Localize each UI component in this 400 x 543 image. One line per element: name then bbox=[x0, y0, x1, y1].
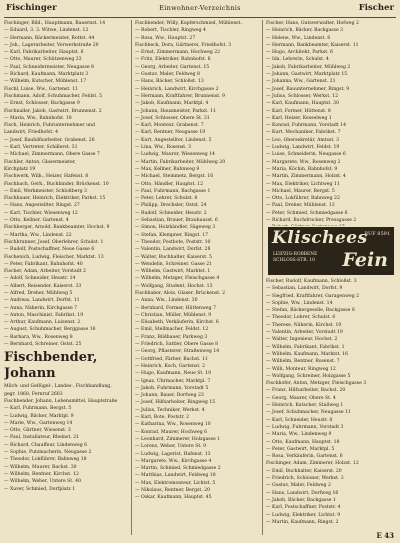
directory-entry: — Anna, Näherin, Kirchgasse 7 bbox=[4, 305, 78, 311]
directory-entry: — Heinrich, Bäcker, Backgasse 3 bbox=[266, 28, 344, 34]
directory-entry: — Karl, Rentner, Neugasse 19 bbox=[135, 130, 206, 136]
directory-entry: gegr. 1868, Fernruf 2603 bbox=[4, 391, 63, 397]
directory-entry: Fischler, Anton, Glasermeister, bbox=[4, 159, 76, 165]
directory-entry: — Ludwig, Bäcker, Marktpl. 9 bbox=[4, 413, 74, 419]
directory-entry: — Helene, Ww., Lindenst. 8 bbox=[266, 35, 331, 41]
directory-entry: — Leonhard, Zimmerer, Holzgasse 1 bbox=[135, 436, 221, 442]
directory-entry: — Martin, Zimmermann, Holzst. 4 bbox=[266, 174, 346, 180]
directory-entry: — Ludwig, Fuhrmann, Vorstadt 3 bbox=[266, 424, 344, 430]
directory-entry: — Bernhard, Former, Hüttenweg 7 bbox=[135, 305, 216, 311]
directory-entry: — Hans, Landwirt, Dorfweg 16 bbox=[266, 490, 339, 496]
directory-entry: — Martha, Ww., Lindenst. 22 bbox=[4, 232, 72, 238]
directory-entry: — Ida, Lehrerin, Schulst. 4 bbox=[266, 57, 329, 63]
directory-entry: — Johann, Gastwirt, Marktplatz 15 bbox=[266, 72, 348, 78]
directory-entry: — Paul, Schneidermeister, Neugasse 8 bbox=[4, 64, 94, 70]
directory-entry: — Josef, Bauhilfsarbeiter, Grabenst. 26 bbox=[4, 137, 95, 143]
directory-entry: — Maria, Köchin, Bahnhofst. 9 bbox=[266, 166, 338, 172]
column-divider bbox=[131, 20, 132, 535]
directory-entry: Fischl, Luise, Ww., Gartenst. 11 bbox=[4, 86, 78, 92]
directory-entry: — Margarete, Ww., Rosenweg 2 bbox=[266, 159, 341, 165]
directory-entry: Fischbender, Willy, Kupferschmied, Mühlenst. bbox=[135, 21, 242, 26]
directory-entry: — Sophie, Putzmacherin, Neugasse 2 bbox=[4, 450, 92, 456]
directory-entry: — Willi, Monteur, Ringweg 12 bbox=[266, 366, 336, 372]
directory-entry: — Alfred, Dreher, Mühlweg 5 bbox=[4, 290, 73, 296]
directory-entry: — Johann, Hausmeister, Parkst. 11 bbox=[135, 108, 216, 114]
directory-entry: — Georg, Maurer, Obere St. 4 bbox=[266, 395, 336, 401]
directory-entry: — Josef, Schuhmacher, Neugasse 11 bbox=[266, 410, 351, 416]
directory-entry: Fischnaller, Jakob, Gastwirt, Brunnenst. 2 bbox=[4, 108, 102, 114]
directory-entry: Fischberger, Arnold, Bankbeamter, Hochst. 9 bbox=[4, 225, 110, 231]
advert-address: LEIPZIG-ROBBENE SCHLOSS-STR. 10 bbox=[273, 252, 318, 263]
directory-entry: — Michael, Steinmetz, Bergst. 16 bbox=[135, 174, 214, 180]
directory-entry: — Heinrich, Koch, Gartenst. 2 bbox=[135, 363, 206, 369]
directory-entry: — Jakob, Fuhrmann, Vorstadt 5 bbox=[135, 385, 209, 391]
column-3 bbox=[266, 20, 396, 535]
directory-entry: — Hermann, Bankbeamter, Kaiserst. 11 bbox=[266, 42, 359, 48]
directory-entry: — Max, Kellner, Bahnweg 9 bbox=[135, 166, 200, 172]
directory-entry: — Emil, Stellmacher, Feldst. 12 bbox=[135, 327, 209, 333]
directory-entry: Kirchplatz 19 bbox=[4, 166, 36, 172]
directory-entry: — Valentin, Landwirt, Dorfst. 28 bbox=[135, 247, 211, 253]
directory-entry: — Peter, Gastwirt, Marktpl. 5 bbox=[266, 446, 335, 452]
directory-entry: — Peter, Schmied, Schmiedgasse 6 bbox=[266, 210, 348, 216]
directory-entry: — Paul, Installateur, Rheinst. 21 bbox=[4, 435, 80, 441]
page-header bbox=[6, 3, 394, 17]
directory-entry: — Rosa, Verkäuferin, Gartenst. 6 bbox=[266, 454, 343, 460]
directory-entry: — Jakob, Kaufmann, Marktpl. 4 bbox=[135, 101, 209, 107]
directory-entry: — Walter, Ingenieur, Hochst. 2 bbox=[266, 337, 338, 343]
directory-entry: — Peter, Lehrer, Schulst. 8 bbox=[135, 196, 198, 202]
directory-entry: — Josef, Bauunternehmer, Ringst. 9 bbox=[266, 86, 350, 92]
directory-entry: Fischbrunner, Josef, Oberlehrer, Schulst. 1 bbox=[4, 239, 104, 245]
directory-entry: — Otto, Kellner, Gartenst. 4 bbox=[4, 218, 69, 224]
page-number: E 43 bbox=[376, 531, 394, 540]
directory-entry: — Georg, Arbeiter, Gartenst. 15 bbox=[135, 64, 210, 70]
directory-entry: Fischbach, Gerh., Buchbinder, Brückenst. 10 bbox=[4, 181, 109, 187]
directory-entry: — Leo, Obersekretär, Amtsst. 3 bbox=[266, 137, 340, 143]
directory-entry: — Wilhelm, Rentner, Rosenst. 7 bbox=[266, 359, 340, 365]
directory-entry: — Ignaz, Uhrmacher, Marktpl. 7 bbox=[135, 378, 211, 384]
directory-entry: — Eduard, 3. 3. Witwe, Lindenst. 12 bbox=[4, 28, 89, 34]
directory-entry: — Walter, Buchhalter, Kaiserst. 5 bbox=[135, 254, 212, 260]
directory-entry: Fischinger, Adam, Zimmerer, Holzst. 12 bbox=[266, 461, 359, 467]
directory-entry: — Martin, Schmied, Schmiedgasse 2 bbox=[135, 466, 221, 472]
advert-phone: RUF 8591 bbox=[364, 231, 390, 237]
directory-entry: Landwirt, Friedhofst. 4 bbox=[4, 130, 59, 136]
header-left-keyword: Fischinger bbox=[6, 3, 57, 13]
klischees-advert bbox=[268, 227, 394, 275]
directory-entry: — Martin, Kaufmann, Ringst. 2 bbox=[266, 519, 339, 525]
directory-entry: — Kurt, Mechaniker, Fabrikst. 7 bbox=[266, 130, 341, 136]
directory-entry: — Ludwig, Elektriker, Lichtst. 9 bbox=[266, 512, 341, 518]
directory-entry: — Otto, Händler, Hauptst. 12 bbox=[135, 181, 204, 187]
directory-entry: — Michael, Maurer, Bergst. 5 bbox=[266, 188, 335, 194]
directory-entry: — Anton, Maschinist, Fabrikst. 19 bbox=[4, 312, 84, 318]
directory-entry: — Karl, Tischler, Wiesenweg 12 bbox=[4, 210, 78, 216]
directory-entry: Fischer, Rudolf, Kaufmann, Schloßst. 3 bbox=[266, 279, 357, 284]
directory-entry: — Oskar, Kaufmann, Hauptst. 45 bbox=[135, 495, 212, 501]
directory-entry: — Hermann, Kraftfahrer, Brunnenst. 9 bbox=[135, 93, 225, 99]
directory-entry: — Emil, Buchhalter, Kaiserst. 20 bbox=[266, 468, 342, 474]
directory-entry: — Josef, Hilfsarbeiter, Ringweg 15 bbox=[135, 400, 216, 406]
directory-entry: — Wilhelm, Metzger, Fleischgasse 4 bbox=[135, 276, 220, 282]
directory-entry: — Paul, Fuhrmann, Bachgasse 1 bbox=[135, 188, 211, 194]
directory-entry: — Bernhard, Schreiner, Ostst. 25 bbox=[4, 342, 82, 348]
directory-entry: — Stefan, Bäckergeselle, Backgasse 8 bbox=[266, 308, 355, 314]
directory-entry: — Albert, Reisender, Kaiserst. 33 bbox=[4, 283, 82, 289]
directory-entry: — Rudolf, Postschaffner, Neue Gasse 6 bbox=[4, 247, 95, 253]
directory-entry: — Gustav, Maler, Feldweg 8 bbox=[135, 72, 200, 78]
column-1-entries-after bbox=[4, 383, 128, 492]
column-2-entries bbox=[135, 20, 259, 502]
directory-entry: — Peter, Fabrikant, Bahnhofst. 40 bbox=[4, 261, 83, 267]
directory-entry: — Fritz, Elektriker, Bahnhofst. 6 bbox=[135, 57, 211, 63]
directory-entry: — Otto, Kaufmann, Hauptst. 18 bbox=[266, 439, 340, 445]
column-1 bbox=[4, 20, 128, 535]
directory-entry: — Konrad, Fuhrmann, Vorstadt 14 bbox=[266, 123, 347, 129]
directory-entry: — Karl, Fabrikarbeiter, Hauptst. 6 bbox=[4, 50, 84, 56]
directory-entry: Fischenich, Ludwig, Fleischer, Marktst. 13 bbox=[4, 254, 104, 260]
directory-entry: — Luise, Schneiderin, Neugasse 6 bbox=[266, 152, 346, 158]
directory-entry: — Konrad, Maurer, Hochweg 6 bbox=[135, 429, 208, 435]
directory-entry: — Wolfgang, Schreiner, Holzgasse 5 bbox=[266, 373, 351, 379]
directory-entry: — Karl, Fuhrmann, Bergst. 5 bbox=[4, 406, 72, 412]
directory-entry: — Kurt, Angestellter, Lindenst. 5 bbox=[135, 137, 212, 143]
directory-entry: Fischer, Adam, Arbeiter, Vorstadt 2 bbox=[4, 269, 86, 275]
directory-entry: — Ernst, Schlosser, Bachgasse 9 bbox=[4, 101, 80, 107]
directory-entry: — Simon, Holzhändler, Sägeweg 3 bbox=[135, 225, 216, 231]
directory-entry: — Arthur, Kaufmann, Luisenst. 2 bbox=[4, 320, 81, 326]
directory-entry: — Theodor, Postbote, Poststr. 10 bbox=[135, 239, 211, 245]
directory-entry: — Wilhelm, Weber, Untere St. 40 bbox=[4, 479, 81, 485]
directory-entry: — Friedrich, Schlosser, Werkst. 3 bbox=[266, 476, 344, 482]
directory-entry: — Sebastian, Brauer, Brauhausst. 6 bbox=[135, 218, 218, 224]
directory-entry: — Paul, Dreher, Mühlenst. 13 bbox=[266, 203, 335, 209]
directory-entry: — Gottfried, Färber, Bachst. 11 bbox=[135, 356, 208, 362]
directory-entry: — Robert, Tischler, Ringweg 4 bbox=[135, 28, 206, 34]
directory-entry: — Richard, Chauffeur, Lindenweg 6 bbox=[4, 442, 88, 448]
directory-entry: Fischhofer, Anton, Metzger, Fleischgasse 3 bbox=[266, 381, 367, 387]
directory-entry: — Hans, Bäcker, Schloßst. 13 bbox=[135, 79, 204, 85]
directory-entry: — Ludwig, Landwirt, Feldst. 19 bbox=[266, 145, 340, 151]
directory-entry: — Richard, Kaufmann, Marktplatz 3 bbox=[4, 72, 89, 78]
directory-entry: Fischbender, Johann, Lebensmittel, Hauptstraße bbox=[4, 398, 118, 404]
directory-entry: — Friedrich, Sattler, Obere Gasse 8 bbox=[135, 342, 219, 348]
directory-entry: — Gustav, Maler, Feldweg 2 bbox=[266, 483, 331, 489]
directory-entry: — Josef, Schlosser, Obere St. 31 bbox=[135, 115, 210, 121]
directory-entry: Fischinger, Bild., Hauptmann, Bauernst. 14 bbox=[4, 21, 106, 26]
column-1-entries bbox=[4, 20, 128, 348]
directory-entry: — Philipp, Drechsler, Ostst. 24 bbox=[135, 203, 207, 209]
directory-entry: — Martin, Fabrikarbeiter, Mühlweg 20 bbox=[135, 159, 226, 165]
directory-entry: — Ludwig, Lagerist, Hafenst. 13 bbox=[135, 451, 211, 457]
directory-entry: Fischbauer, Heinrich, Elektriker, Parkst. 15 bbox=[4, 196, 106, 202]
directory-entry: — Karl, Schneider, Heustr. 8 bbox=[266, 417, 333, 423]
directory-entry: — Ludwig, Maurer, Wiesenweg 14 bbox=[135, 152, 215, 158]
directory-entry: — Hermann, Bäckermeister, Rottst. 44 bbox=[4, 35, 95, 41]
directory-entry: Fischmann, Adolf, Schuhmacher, Feldst. 5 bbox=[4, 93, 103, 99]
directory-entry: Milch- und Geflügel-, Landes-, Fischhandlung, bbox=[4, 384, 112, 390]
directory-entry: Fischwerk, Wilh., Heizer, Hafenst. 8 bbox=[4, 174, 89, 180]
directory-entry: — Rudolf, Schneider, Heustr. 2 bbox=[135, 210, 207, 216]
column-divider bbox=[262, 20, 263, 535]
directory-entry: — Wilhelm, Gastwirt, Marktst. 1 bbox=[135, 269, 211, 275]
directory-entry: Fischer, Hans, Gutsverwalter, Hofweg 2 bbox=[266, 21, 359, 26]
directory-entry: — Michael, Zimmermann, Obere Gasse 7 bbox=[4, 152, 100, 158]
directory-entry: — Lina, Ww., Rosenst. 3 bbox=[135, 145, 191, 151]
directory-entry: — Katharina, Ww., Rosenweg 10 bbox=[135, 422, 211, 428]
directory-entry: — Karl, Monteur, Grabenst. 7 bbox=[135, 123, 204, 129]
directory-entry: — Otto, Lokführer, Bahnweg 22 bbox=[266, 196, 340, 202]
directory-entry: — Wendelin, Schreiner, Gasse 21 bbox=[135, 261, 213, 267]
directory-entry: — Christian, Müller, Mühlenst. 9 bbox=[135, 312, 212, 318]
directory-entry: — Stefan, Klempner, Ringst. 17 bbox=[135, 232, 209, 238]
directory-entry: — Julius, Techniker, Werkst. 4 bbox=[135, 407, 205, 413]
directory-entry: — Adolf, Schneider, Heustr. 14 bbox=[4, 276, 76, 282]
directory-entry: — Karl, Postschaffner, Poststr. 4 bbox=[266, 505, 341, 511]
directory-entry: — Hugo, Kaufmann, Neue St. 19 bbox=[135, 371, 212, 377]
directory-entry: — Karl, Heizer, Kesselweg 1 bbox=[266, 115, 332, 121]
advert-word-1: Klischees bbox=[272, 228, 368, 248]
directory-entry: — Wilhelm, Kutscher, Mühlenst. 17 bbox=[4, 79, 87, 85]
directory-entry: — Franz, Hilfsarbeiter, Bachst. 20 bbox=[266, 388, 346, 394]
column-2 bbox=[135, 20, 259, 535]
directory-entry: — Heinrich, Landwirt, Kirchgasse 2 bbox=[135, 86, 219, 92]
advert-word-2: Fein bbox=[342, 249, 388, 271]
directory-entry: — Ernst, Zimmermann, Hochweg 22 bbox=[135, 50, 221, 56]
directory-entry: — Theodor, Lokführer, Bahnweg 18 bbox=[4, 457, 87, 463]
directory-entry: — Karl, Bote, Poststr. 2 bbox=[135, 415, 190, 421]
directory-entry: — Max, Elektromonteur, Lichtst. 5 bbox=[135, 480, 216, 486]
directory-entry: — Johann, Bauer, Dorfweg 23 bbox=[135, 393, 204, 399]
directory-entry: — Franz, Bildhauer, Parkweg 3 bbox=[135, 334, 208, 340]
directory-entry: Fischbeck, Dora, Gärtnerei, Friedhofst. 3 bbox=[135, 42, 232, 48]
directory-entry: — Rosa, Ww., Hauptst. 27 bbox=[135, 35, 196, 41]
directory-entry: — Therese, Näherin, Kirchst. 10 bbox=[266, 322, 342, 328]
directory-entry: — Lorenz, Weber, Untere St. 9 bbox=[135, 444, 207, 450]
directory-entry: — Emil, Werkmeister, Schloßberg 3 bbox=[4, 188, 87, 194]
directory-entry: — Jakob, Fabrikarbeiter, Mühlweg 2 bbox=[266, 64, 351, 70]
directory-entry: — Karl, Kaufmann, Hauptst. 30 bbox=[266, 101, 340, 107]
directory-entry: — Siegfried, Kraftfahrer, Garagenweg 2 bbox=[266, 293, 360, 299]
header-right-keyword: Fischer bbox=[358, 3, 394, 13]
bold-advert-name: Fischbender, Johann bbox=[4, 350, 98, 382]
directory-entry: — Karl, Vertreter, Schillerst. 31 bbox=[4, 145, 78, 151]
directory-entry: Fischhaber, Alois, Glaser, Brückenst. 2 bbox=[135, 290, 225, 296]
directory-entry: — Otto, Maurer, Schützenweg 23 bbox=[4, 57, 82, 63]
directory-entry: Fisch, Heinrich, Fuhrunternehmer und bbox=[4, 123, 95, 129]
directory-entry: — Johanna, Ww., Gartenst. 21 bbox=[266, 79, 336, 85]
directory-entry: — Andreas, Landwirt, Dorfst. 11 bbox=[4, 298, 80, 304]
directory-entry: — Max, Elektriker, Lichtweg 11 bbox=[266, 181, 340, 187]
directory-entry: — Nikolaus, Rentner, Bergst. 20 bbox=[135, 488, 211, 493]
directory-entry: — Wolfgang, Student, Hochst. 13 bbox=[135, 283, 213, 289]
directory-entry: — Xaver, Schmied, Dorfplatz 1 bbox=[4, 486, 76, 492]
directory-entry: — Julius, Schlosser, Werkst. 12 bbox=[266, 93, 339, 99]
directory-entry: — Hugo, Architekt, Parkst. 6 bbox=[266, 50, 333, 56]
header-rule bbox=[4, 17, 396, 18]
directory-entry: — August, Schuhmacher, Berggasse 16 bbox=[4, 327, 96, 333]
directory-entry: — Wilhelm, Fabrikant, Fabrikst. 1 bbox=[266, 344, 345, 350]
directory-entry: — Hans, Angestellter, Ringst. 27 bbox=[4, 203, 80, 209]
directory-entry: — Richard, Buchdrucker, Pressgasse 2 bbox=[266, 218, 357, 224]
directory-entry: — Otto, Gärtner, Wiesenst. 3 bbox=[4, 428, 71, 434]
column-3-entries-top bbox=[266, 20, 396, 226]
directory-entry: — Georg, Pflasterer, Straßenweg 14 bbox=[135, 349, 220, 355]
directory-entry: — Sebastian, Landwirt, Dorfst. 9 bbox=[266, 286, 343, 292]
directory-entry: — Marie, Ww., Gartenweg 14 bbox=[4, 420, 73, 426]
directory-entry: — Maria, Ww., Bahnhofst. 18 bbox=[4, 115, 72, 121]
directory-entry: — Sophie, Ww., Lindenst. 14 bbox=[266, 300, 333, 306]
directory-entry: — Margarete, Ww., Kirchgasse 4 bbox=[135, 458, 212, 464]
directory-entry: — Matthias, Landwirt, Feldweg 18 bbox=[135, 473, 216, 479]
directory-entry: — Karl, Former, Hüttenst. 8 bbox=[266, 108, 331, 114]
directory-entry: — Heinrich, Kutscher, Stallweg 1 bbox=[266, 403, 344, 409]
directory-entry: — Elisabeth, Verkäuferin, Kirchst. 6 bbox=[135, 320, 219, 326]
directory-entry: — Jakob, Bäcker, Backgasse 1 bbox=[266, 497, 336, 503]
directory-entry: — Theodor, Lehrer, Schulst. 6 bbox=[266, 315, 336, 321]
directory-entry: — Wilhelm, Rentner, Kirchst. 12 bbox=[4, 471, 79, 477]
directory-entry: — Wilhelm, Kaufmann, Marktst. 16 bbox=[266, 351, 349, 357]
directory-entry: — Barbara, Ww., Rosenweg 8 bbox=[4, 334, 73, 340]
directory-entry: — Anna, Ww., Lindenst. 30 bbox=[135, 298, 198, 304]
column-3-entries-bottom bbox=[266, 278, 396, 526]
directory-entry: — Maria, Ww., Lindenweg 9 bbox=[266, 432, 332, 438]
directory-entry: — Wilhelm, Maurer, Bachst. 30 bbox=[4, 464, 77, 470]
header-title: Einwohner-Verzeichnis bbox=[159, 4, 241, 12]
directory-entry: — Joh., Lagerarbeiter, Vorwerkstraße 20 bbox=[4, 42, 99, 48]
directory-entry: — Valentin, Arbeiter, Vorstadt 19 bbox=[266, 330, 343, 336]
